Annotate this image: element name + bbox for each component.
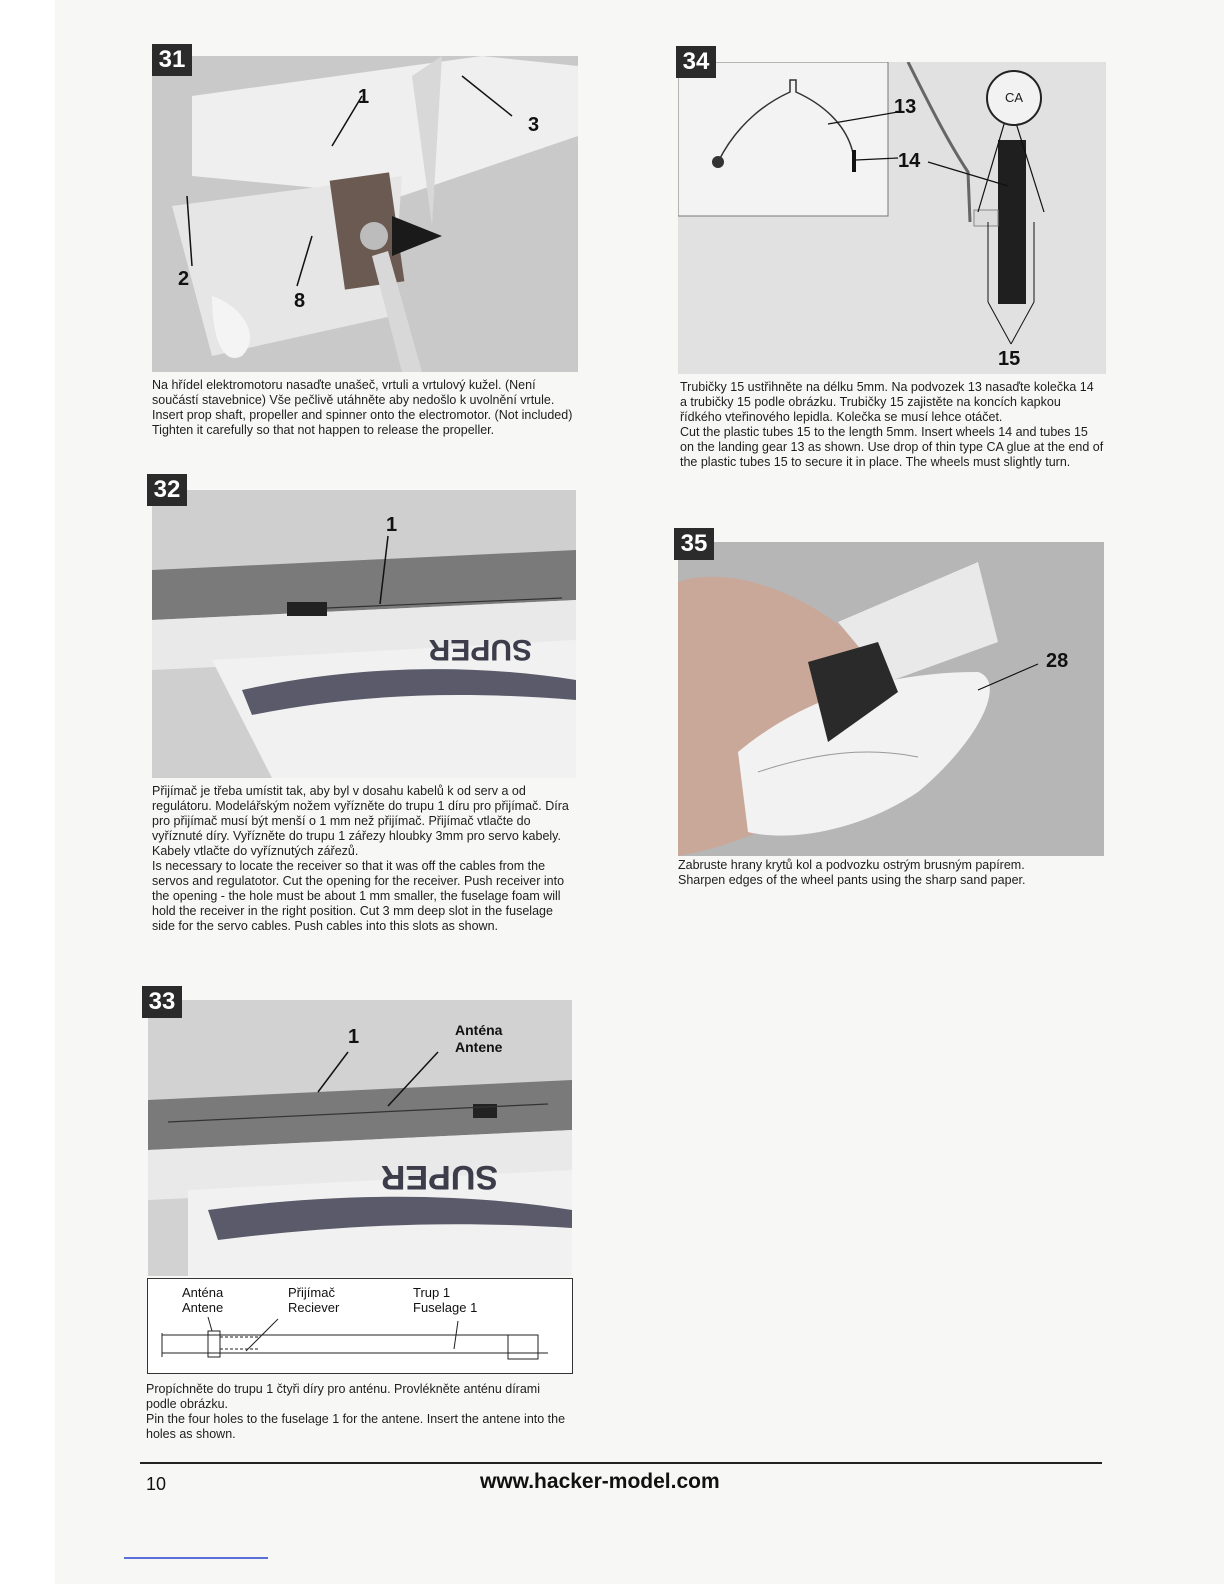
diagram-antenna-en: Antene (182, 1300, 224, 1315)
step-35-instructions (678, 858, 1104, 888)
step-34-text-en: Cut the plastic tubes 15 to the length 5mm. Insert wheels 14 and tubes 15 on the landing gear 13 as shown. Use drop of thin type CA glue at the end of the plastic tubes 15 to secure it in place. The wheels must slightly turn. (680, 425, 1104, 469)
step-31-callout-2: 2 (178, 268, 190, 290)
step-33-photo (148, 1000, 572, 1276)
step-34-text-cz: Trubičky 15 ustřihněte na délku 5mm. Na podvozek 13 nasaďte kolečka 14 a trubičky 15 podle obrázku. Trubičky 15 zajistěte na koncích kapkou řídkého vteřinového lepidla. Kolečka se musí lehce otáčet. (680, 380, 1094, 424)
diagram-receiver-cz: Přijímač (288, 1285, 335, 1300)
footer-divider (140, 1462, 1102, 1464)
step-34-badge: 34 (676, 46, 716, 78)
antenna-routing-sketch (148, 1279, 572, 1373)
step-33-instructions (146, 1382, 572, 1442)
step-32-badge: 32 (147, 474, 187, 506)
step-32-text-en: Is necessary to locate the receiver so that it was off the cables from the servos and regulatotor. Cut the opening for the receiver. Push receiver into the opening - the hole must be about 1 mm smaller, the fuselage foam will hold the receiver in the right position. Cut 3 mm deep slot in the fuselage side for the servo cables. Push cables into this slots as shown. (152, 859, 565, 933)
step-35-badge: 35 (674, 528, 714, 560)
step-34-callout-14: 14 (898, 150, 921, 172)
page-number: 10 (146, 1474, 167, 1494)
step-31-callout-8: 8 (294, 290, 306, 312)
step-33-callout-antenna (455, 1022, 502, 1056)
step-33-antenna-cz: Anténa (455, 1022, 503, 1038)
diagram-antenna-cz: Anténa (182, 1285, 224, 1300)
sanding-wheel-pant-illustration (678, 542, 1104, 856)
step-33-badge: 33 (142, 986, 182, 1018)
step-31-callout-1: 1 (358, 86, 370, 108)
step-33-antenna-diagram (147, 1278, 573, 1374)
ca-glue-stamp: CA (986, 70, 1042, 126)
step-33-text-cz: Propíchněte do trupu 1 čtyři díry pro anténu. Provlékněte anténu dírami podle obrázku. (146, 1382, 540, 1411)
step-32-callout-1: 1 (386, 514, 398, 536)
step-31-instructions (152, 378, 578, 438)
landing-gear-illustration (678, 62, 1106, 374)
fuselage-receiver-illustration (152, 490, 576, 778)
step-31-text-cz: Na hřídel elektromotoru nasaďte unašeč, vrtuli a vrtulový kužel. (Není součástí stavebnice) Vše pečlivě utáhněte aby nedošlo k uvolnění vrtule. (152, 378, 555, 407)
fuselage-antenna-illustration (148, 1000, 572, 1276)
step-35-photo (678, 542, 1104, 856)
step-32-photo (152, 490, 576, 778)
step-35-text-en: Sharpen edges of the wheel pants using the sharp sand paper. (678, 873, 1026, 887)
step-32-instructions (152, 784, 576, 934)
step-34-instructions (680, 380, 1104, 470)
diagram-fuselage-cz: Trup 1 (413, 1285, 451, 1300)
step-31-callout-3: 3 (528, 114, 540, 136)
website-url: www.hacker-model.com (480, 1470, 720, 1493)
svg-text:SUPER: SUPER (380, 1158, 498, 1196)
step-34-callout-13: 13 (894, 96, 917, 118)
step-35-text-cz: Zabruste hrany krytů kol a podvozku ostrým brusným papírem. (678, 858, 1025, 872)
svg-text:SUPER: SUPER (428, 633, 532, 666)
step-33-antenna-en: Antene (455, 1039, 503, 1055)
step-31-text-en: Insert prop shaft, propeller and spinner onto the electromotor. (Not included) Tighten it carefully so that not happen to release the propeller. (152, 408, 573, 437)
step-33-text-en: Pin the four holes to the fuselage 1 for the antene. Insert the antene into the holes as shown. (146, 1412, 566, 1441)
diagram-fuselage-en: Fuselage 1 (413, 1300, 478, 1315)
diagram-receiver-en: Reciever (288, 1300, 340, 1315)
step-34-callout-15: 15 (998, 348, 1021, 370)
step-35-callout-28: 28 (1046, 650, 1069, 672)
scan-margin (0, 0, 55, 1584)
scan-artifact-line (124, 1557, 268, 1559)
step-33-callout-1: 1 (348, 1026, 360, 1048)
step-31-badge: 31 (152, 44, 192, 76)
step-34-photo (678, 62, 1106, 374)
step-32-text-cz: Přijímač je třeba umístit tak, aby byl v dosahu kabelů k od serv a od regulátoru. Modelářským nožem vyřízněte do trupu 1 díru pro přijímač. Díra pro přijímač musí být menší o 1 mm než přijímač. Přijímač vtlačte do vyříznuté díry. Vyřízněte do trupu 1 zářezy hloubky 3mm pro servo kabely. Kabely vtlačte do vyříznutých zářezů. (152, 784, 569, 858)
